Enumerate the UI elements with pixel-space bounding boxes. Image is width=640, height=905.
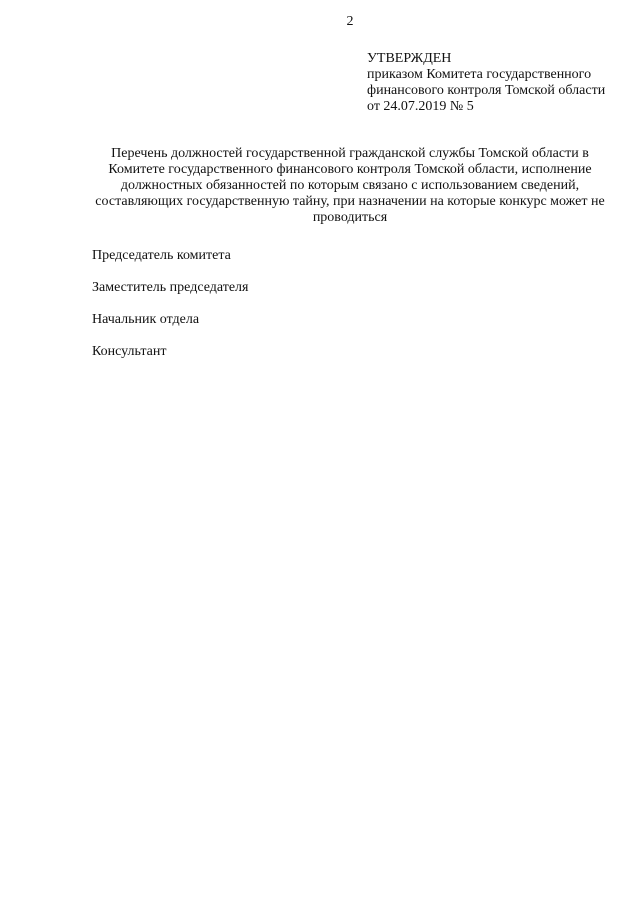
approval-date-line: от 24.07.2019 № 5 — [367, 99, 474, 114]
page-number: 2 — [346, 14, 354, 29]
document-title — [82, 146, 618, 226]
position-item: Консультант — [92, 344, 167, 359]
title-line: проводиться — [312, 210, 388, 225]
position-item: Начальник отдела — [92, 312, 200, 327]
title-line: составляющих государственную тайну, при назначении на которые конкурс может не — [95, 194, 605, 209]
approval-stamp — [367, 51, 627, 115]
title-line: Перечень должностей государственной гражданской службы Томской области в — [111, 146, 589, 161]
positions-list — [92, 248, 592, 376]
position-item: Председатель комитета — [92, 248, 231, 263]
title-line: должностных обязанностей по которым связано с использованием сведений, — [120, 178, 580, 193]
approval-line: приказом Комитета государственного — [367, 67, 592, 82]
position-item: Заместитель председателя — [92, 280, 249, 295]
title-line: Комитете государственного финансового контроля Томской области, исполнение — [108, 162, 592, 177]
approval-heading: УТВЕРЖДЕН — [367, 51, 452, 66]
approval-line: финансового контроля Томской области — [367, 83, 606, 98]
